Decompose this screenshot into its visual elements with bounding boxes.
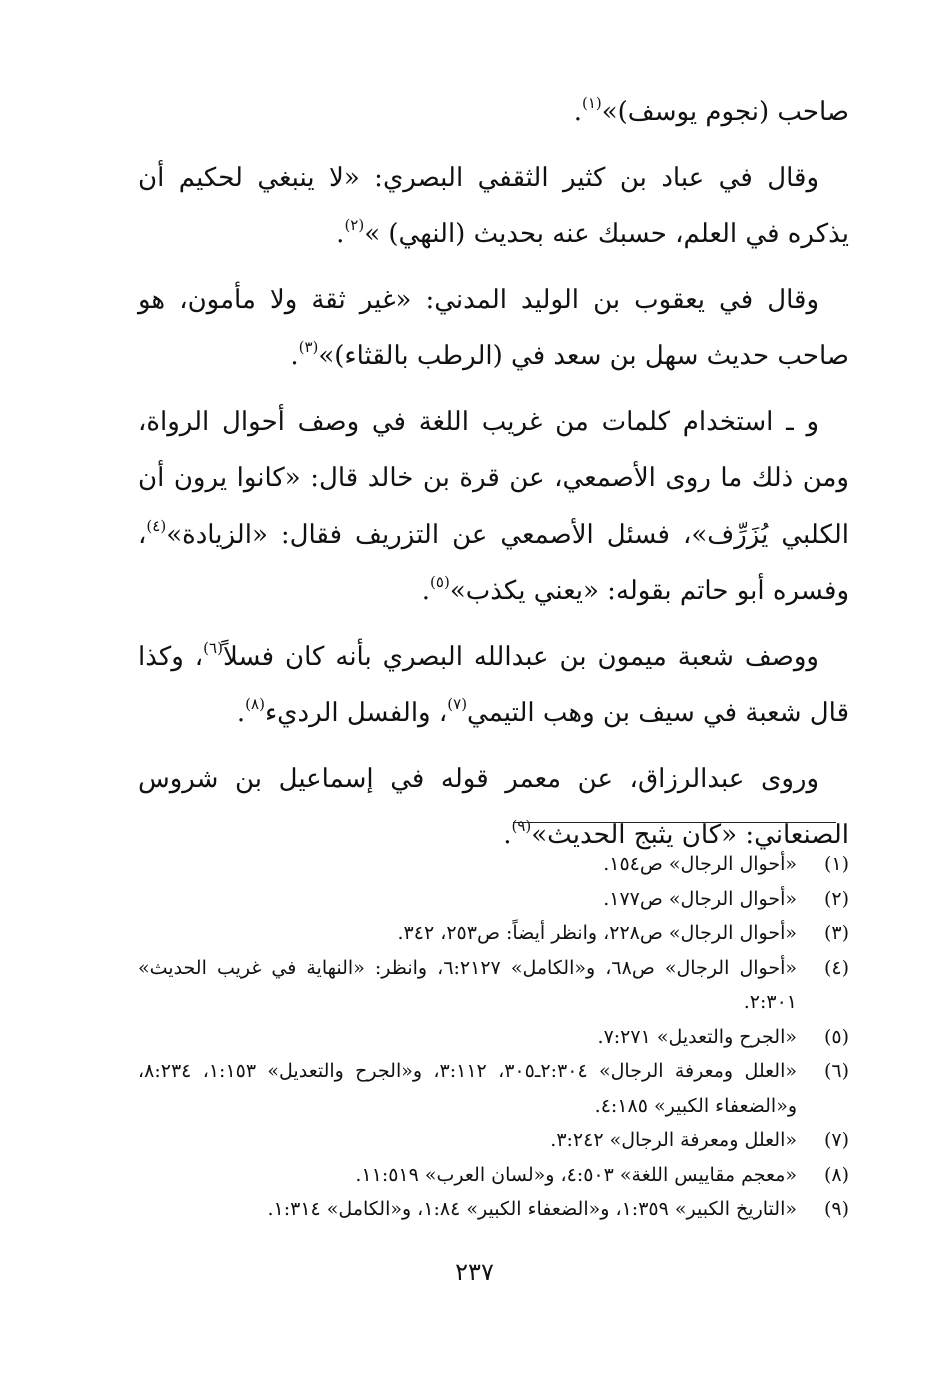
footnote-number: (٥) bbox=[823, 1025, 849, 1048]
footnote-text: «أحوال الرجال» ص١٥٤. bbox=[603, 853, 797, 875]
footnote-text: «التاريخ الكبير» ١:٣٥٩، و«الضعفاء الكبير» ١:٨٤، و«الكامل» ١:٣١٤. bbox=[267, 1198, 797, 1220]
footnote-1 bbox=[138, 847, 849, 882]
paragraph-2: وقال في عباد بن كثير الثقفي البصري: «لا ينبغي لحكيم أن يذكره في العلم، حسبك عنه بحديث (النهي) »$^{(٢)}$. bbox=[138, 162, 849, 249]
paragraph-1: صاحب (نجوم يوسف)»$^{(١)}$. bbox=[573, 94, 849, 127]
page-number: ٢٣٧ bbox=[455, 1258, 494, 1286]
footnote-6 bbox=[138, 1054, 849, 1123]
footnote-ref: (٩) bbox=[511, 817, 532, 836]
footnote-ref: (٤) bbox=[146, 516, 167, 535]
footnote-number: (١) bbox=[823, 853, 849, 875]
footnote-number: (٣) bbox=[823, 922, 849, 944]
footnote-text: «معجم مقاييس اللغة» ٤:٥٠٣، و«لسان العرب» ١١:٥١٩. bbox=[355, 1163, 797, 1186]
footnote-number: (٩) bbox=[823, 1198, 849, 1220]
footnotes bbox=[138, 847, 849, 1227]
footnote-4 bbox=[138, 951, 849, 1020]
footnote-ref: (٨) bbox=[245, 695, 265, 714]
footnote-text: «العلل ومعرفة الرجال» ٢:٣٠٤ـ٣٠٥، ٣:١١٢، و«الجرح والتعديل» ١:١٥٣، ٨:٢٣٤، و«الضعفاء الكبير» ٤:١٨٥. bbox=[138, 1060, 797, 1117]
footnote-text: «العلل ومعرفة الرجال» ٣:٢٤٢. bbox=[550, 1129, 797, 1151]
footnote-7 bbox=[138, 1123, 849, 1158]
footnote-ref: (٦) bbox=[203, 638, 223, 657]
footnote-8 bbox=[138, 1158, 849, 1193]
footnote-text: «أحوال الرجال» ص٦٨، و«الكامل» ٦:٢١٢٧، وانظر: «النهاية في غريب الحديث» ٢:٣٠١. bbox=[138, 956, 797, 1013]
footnote-number: (٨) bbox=[823, 1163, 849, 1186]
footnote-ref: (٧) bbox=[447, 695, 468, 714]
footnote-ref: (٥) bbox=[430, 573, 450, 592]
footnote-text: «الجرح والتعديل» ٧:٢٧١. bbox=[597, 1025, 797, 1048]
footnote-5 bbox=[138, 1020, 849, 1055]
paragraph-4: و ـ استخدام كلمات من غريب اللغة في وصف أحوال الرواة، ومن ذلك ما روى الأصمعي، عن قرة بن خالد قال: «كانوا يرون أن الكلبي يُزَرِّف»، فسئل الأصمعي عن التزريف فقال: «الزيادة»$^{(٤)}$، وفسره أبو حاتم بقوله: «يعني يكذب»$^{(٥)}$. bbox=[138, 406, 849, 606]
paragraph-6: وروى عبدالرزاق، عن معمر قوله في إسماعيل بن شروس الصنعاني: «كان يثبج الحديث»$^{(٩)}$. bbox=[138, 763, 849, 850]
paragraph-5: ووصف شعبة ميمون بن عبدالله البصري بأنه كان فسلاً$^{(٦)}$، وكذا قال شعبة في سيف بن وهب التيمي$^{(٧)}$، والفسل الرديء$^{(٨)}$. bbox=[138, 638, 849, 728]
footnote-text: «أحوال الرجال» ص٢٢٨، وانظر أيضاً: ص٢٥٣، ٣٤٢. bbox=[397, 922, 797, 944]
footnote-text: «أحوال الرجال» ص١٧٧. bbox=[603, 887, 797, 910]
main-text bbox=[138, 84, 849, 873]
footnote-number: (٤) bbox=[823, 956, 849, 979]
paragraph-3: وقال في يعقوب بن الوليد المدني: «غير ثقة ولا مأمون، هو صاحب حديث سهل بن سعد في (الرطب بالقثاء)»$^{(٣)}$. bbox=[138, 284, 849, 371]
footnote-number: (٢) bbox=[823, 887, 849, 910]
footnote-9 bbox=[138, 1192, 849, 1227]
footnote-number: (٦) bbox=[823, 1060, 849, 1082]
footnote-number: (٧) bbox=[823, 1129, 849, 1151]
footnote-ref: (٢) bbox=[344, 216, 365, 235]
footnote-ref: (١) bbox=[581, 94, 602, 113]
footnote-separator bbox=[513, 822, 836, 823]
footnote-3 bbox=[138, 916, 849, 951]
footnote-2 bbox=[138, 882, 849, 917]
footnote-ref: (٣) bbox=[298, 338, 319, 357]
